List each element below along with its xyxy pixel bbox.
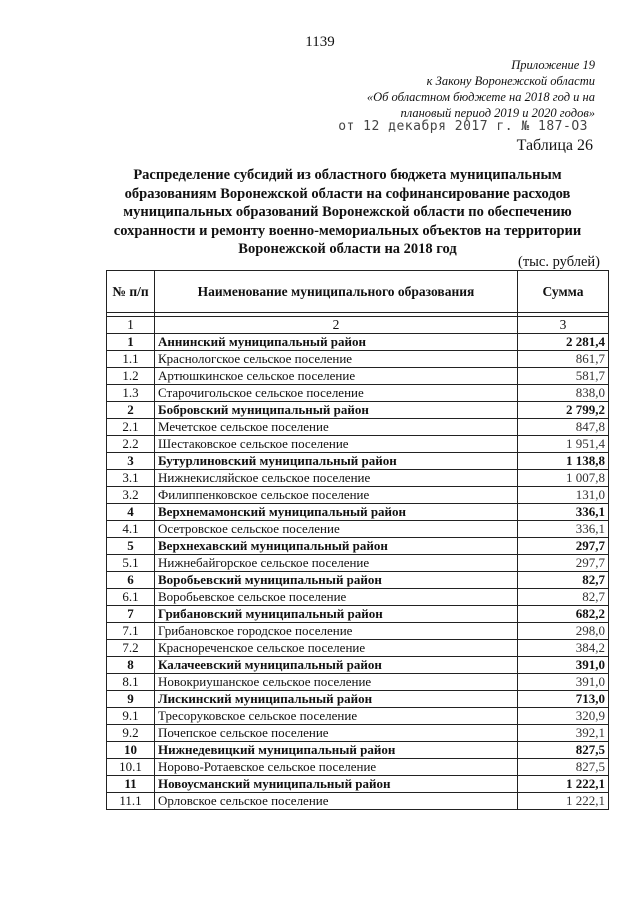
row-sum: 2 799,2 xyxy=(518,402,609,419)
row-number: 9 xyxy=(107,691,155,708)
appendix-line: к Закону Воронежской области xyxy=(426,74,595,88)
settlement-row xyxy=(107,640,609,657)
row-number: 3.2 xyxy=(107,487,155,504)
appendix-line: «Об областном бюджете на 2018 год и на xyxy=(366,90,595,104)
district-row xyxy=(107,538,609,555)
district-row xyxy=(107,606,609,623)
settlement-row xyxy=(107,385,609,402)
row-name: Старочигольское сельское поселение xyxy=(155,385,518,402)
row-number: 3 xyxy=(107,453,155,470)
settlement-row xyxy=(107,623,609,640)
row-name: Новокриушанское сельское поселение xyxy=(155,674,518,691)
column-number: 3 xyxy=(518,317,609,334)
unit-label: (тыс. рублей) xyxy=(518,254,600,270)
settlement-row xyxy=(107,759,609,776)
row-sum: 298,0 xyxy=(518,623,609,640)
row-number: 7 xyxy=(107,606,155,623)
row-sum: 861,7 xyxy=(518,351,609,368)
row-name: Грибановский муниципальный район xyxy=(155,606,518,623)
header-sum: Сумма xyxy=(518,271,609,313)
row-number: 7.1 xyxy=(107,623,155,640)
row-sum: 336,1 xyxy=(518,521,609,538)
row-sum: 131,0 xyxy=(518,487,609,504)
row-name: Верхнемамонский муниципальный район xyxy=(155,504,518,521)
law-date-stamp: от 12 декабря 2017 г. № 187-ОЗ xyxy=(338,119,588,134)
row-name: Воробьевское сельское поселение xyxy=(155,589,518,606)
row-number: 5 xyxy=(107,538,155,555)
row-sum: 1 222,1 xyxy=(518,793,609,810)
subsidy-table xyxy=(106,270,609,810)
settlement-row xyxy=(107,793,609,810)
appendix-header xyxy=(275,57,595,121)
row-number: 2 xyxy=(107,402,155,419)
table-header-row xyxy=(107,271,609,313)
row-number: 8 xyxy=(107,657,155,674)
settlement-row xyxy=(107,436,609,453)
row-sum: 581,7 xyxy=(518,368,609,385)
row-sum: 1 222,1 xyxy=(518,776,609,793)
row-number: 9.1 xyxy=(107,708,155,725)
row-sum: 82,7 xyxy=(518,572,609,589)
column-number: 2 xyxy=(155,317,518,334)
district-row xyxy=(107,691,609,708)
row-number: 1.2 xyxy=(107,368,155,385)
district-row xyxy=(107,572,609,589)
settlement-row xyxy=(107,487,609,504)
settlement-row xyxy=(107,419,609,436)
row-sum: 1 138,8 xyxy=(518,453,609,470)
row-number: 9.2 xyxy=(107,725,155,742)
district-row xyxy=(107,453,609,470)
row-sum: 320,9 xyxy=(518,708,609,725)
row-name: Нижнекисляйское сельское поселение xyxy=(155,470,518,487)
header-number: № п/п xyxy=(107,271,155,313)
row-sum: 827,5 xyxy=(518,759,609,776)
row-number: 7.2 xyxy=(107,640,155,657)
row-sum: 1 951,4 xyxy=(518,436,609,453)
district-row xyxy=(107,657,609,674)
row-name: Артюшкинское сельское поселение xyxy=(155,368,518,385)
row-number: 8.1 xyxy=(107,674,155,691)
row-number: 6.1 xyxy=(107,589,155,606)
row-name: Нижнебайгорское сельское поселение xyxy=(155,555,518,572)
row-name: Почепское сельское поселение xyxy=(155,725,518,742)
district-row xyxy=(107,334,609,351)
settlement-row xyxy=(107,589,609,606)
row-sum: 713,0 xyxy=(518,691,609,708)
row-number: 2.2 xyxy=(107,436,155,453)
district-row xyxy=(107,742,609,759)
row-number: 5.1 xyxy=(107,555,155,572)
table-body xyxy=(107,334,609,810)
row-sum: 847,8 xyxy=(518,419,609,436)
row-number: 1.3 xyxy=(107,385,155,402)
settlement-row xyxy=(107,351,609,368)
column-number: 1 xyxy=(107,317,155,334)
settlement-row xyxy=(107,470,609,487)
settlement-row xyxy=(107,368,609,385)
row-sum: 297,7 xyxy=(518,538,609,555)
row-number: 3.1 xyxy=(107,470,155,487)
row-name: Нижнедевицкий муниципальный район xyxy=(155,742,518,759)
document-title: Распределение субсидий из областного бюджета муниципальным образованиям Воронежской области на софинансирование расходов муниципальных образований Воронежской области по обеспечению сохранности и ремонту военно-мемориальных объектов на территории Воронежской области на 2018 год xyxy=(113,167,582,257)
row-name: Норово-Ротаевское сельское поселение xyxy=(155,759,518,776)
settlement-row xyxy=(107,521,609,538)
settlement-row xyxy=(107,725,609,742)
row-number: 4 xyxy=(107,504,155,521)
row-name: Краснореченское сельское поселение xyxy=(155,640,518,657)
row-name: Мечетское сельское поселение xyxy=(155,419,518,436)
row-number: 2.1 xyxy=(107,419,155,436)
header-name: Наименование муниципального образования xyxy=(155,271,518,313)
page-number: 1139 xyxy=(305,34,335,50)
row-number: 10.1 xyxy=(107,759,155,776)
row-name: Филиппенковское сельское поселение xyxy=(155,487,518,504)
appendix-line: Приложение 19 xyxy=(511,58,595,72)
row-sum: 838,0 xyxy=(518,385,609,402)
row-sum: 2 281,4 xyxy=(518,334,609,351)
row-name: Калачеевский муниципальный район xyxy=(155,657,518,674)
column-number-row xyxy=(107,317,609,334)
row-name: Воробьевский муниципальный район xyxy=(155,572,518,589)
row-name: Бобровский муниципальный район xyxy=(155,402,518,419)
district-row xyxy=(107,776,609,793)
row-name: Верхнехавский муниципальный район xyxy=(155,538,518,555)
row-sum: 391,0 xyxy=(518,674,609,691)
row-number: 10 xyxy=(107,742,155,759)
row-name: Грибановское городское поселение xyxy=(155,623,518,640)
row-sum: 391,0 xyxy=(518,657,609,674)
row-number: 1.1 xyxy=(107,351,155,368)
row-name: Орловское сельское поселение xyxy=(155,793,518,810)
row-sum: 336,1 xyxy=(518,504,609,521)
row-sum: 1 007,8 xyxy=(518,470,609,487)
row-name: Краснологское сельское поселение xyxy=(155,351,518,368)
row-sum: 82,7 xyxy=(518,589,609,606)
row-sum: 682,2 xyxy=(518,606,609,623)
settlement-row xyxy=(107,555,609,572)
row-name: Тресоруковское сельское поселение xyxy=(155,708,518,725)
row-name: Бутурлиновский муниципальный район xyxy=(155,453,518,470)
row-name: Новоусманский муниципальный район xyxy=(155,776,518,793)
row-number: 1 xyxy=(107,334,155,351)
row-sum: 384,2 xyxy=(518,640,609,657)
row-number: 11 xyxy=(107,776,155,793)
row-name: Аннинский муниципальный район xyxy=(155,334,518,351)
settlement-row xyxy=(107,674,609,691)
district-row xyxy=(107,504,609,521)
row-name: Осетровское сельское поселение xyxy=(155,521,518,538)
appendix-line: плановый период 2019 и 2020 годов» xyxy=(400,106,595,120)
row-sum: 827,5 xyxy=(518,742,609,759)
row-number: 11.1 xyxy=(107,793,155,810)
row-number: 4.1 xyxy=(107,521,155,538)
table-label: Таблица 26 xyxy=(516,137,593,154)
district-row xyxy=(107,402,609,419)
row-number: 6 xyxy=(107,572,155,589)
row-name: Шестаковское сельское поселение xyxy=(155,436,518,453)
row-sum: 297,7 xyxy=(518,555,609,572)
row-sum: 392,1 xyxy=(518,725,609,742)
settlement-row xyxy=(107,708,609,725)
row-name: Лискинский муниципальный район xyxy=(155,691,518,708)
